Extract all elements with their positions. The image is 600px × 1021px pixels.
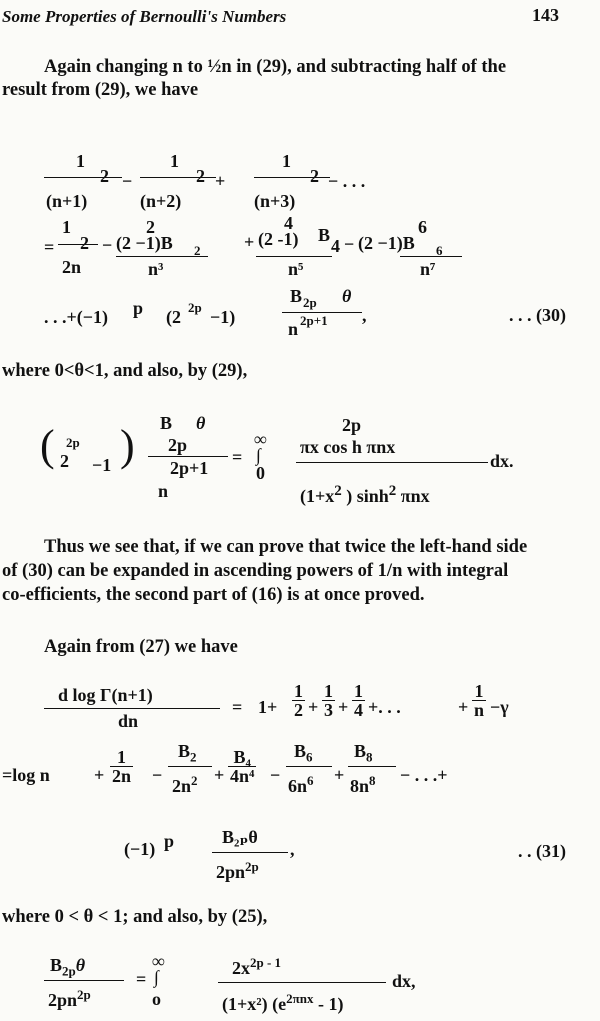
eq30-b4-den: n⁵ xyxy=(288,259,304,279)
int2-sub: 2p xyxy=(62,963,76,979)
eq30-last-p: p xyxy=(133,298,144,318)
eq31-lhs-bar xyxy=(44,708,220,709)
eq30-b2-sup: 2 xyxy=(146,217,155,237)
eq31-b2-den-sup: 2 xyxy=(191,773,198,788)
eq30-b2-num: (2 −1)B xyxy=(116,233,173,253)
int2-B: B xyxy=(50,955,63,975)
eq31-b4-num: B₄ xyxy=(233,747,251,767)
eq31-hn-den: n xyxy=(474,700,485,720)
int2-eq: = xyxy=(136,969,147,989)
int1-theta: θ xyxy=(196,413,206,433)
int2-num xyxy=(232,956,281,977)
eq31-b8-den-a: 8n xyxy=(350,776,370,796)
eq30-b6-minus: − xyxy=(344,234,355,254)
eq30-last-mid: (2 xyxy=(166,307,181,327)
int2-den-sup2: 2πnx xyxy=(286,991,314,1006)
eq31-t1-num: 1 xyxy=(117,747,126,767)
eq30-eq: = xyxy=(44,237,55,257)
eq31-h3 xyxy=(322,682,335,719)
eq31-h2-num: 1 xyxy=(294,681,303,701)
eq30-minus2: − xyxy=(102,235,113,255)
eq31-hn xyxy=(472,682,486,719)
eq30-last-theta: θ xyxy=(342,286,352,306)
eq30-den3: (n+3) xyxy=(254,191,296,211)
eq31-h4-num: 1 xyxy=(354,681,363,701)
int2-theta: θ xyxy=(75,955,86,975)
eq31-b6-den-a: 6n xyxy=(288,776,308,796)
eq31-last-num: B₂ₚθ xyxy=(222,827,258,847)
int2-lhs-bar xyxy=(44,980,124,981)
eq31-b2 xyxy=(178,742,197,764)
int1-paren-left: ( xyxy=(40,421,55,470)
para3-line3: co-efficients, the second part of (16) is at once proved. xyxy=(2,585,425,605)
int1-den-n: n xyxy=(158,481,169,501)
eq30-last-den: n xyxy=(288,319,299,339)
eq31-t1 xyxy=(110,748,133,785)
int2-bottom: o xyxy=(152,989,161,1009)
para3-line1: Thus we see that, if we can prove that twice the left-hand side xyxy=(44,537,528,557)
eq31-lhs-num: d log Γ(n+1) xyxy=(58,685,153,705)
int1-sub: 2p xyxy=(168,435,188,455)
eq31-last-den-sup: 2p xyxy=(245,859,259,874)
int2-lhs-den xyxy=(48,988,91,1009)
eq31-h2 xyxy=(292,682,305,719)
int1-den-exp: 2p+1 xyxy=(170,458,209,478)
eq30-b4-sub: 4 xyxy=(331,236,340,256)
eq30-plus: + xyxy=(215,171,226,191)
eq30-last-lead: . . .+(−1) xyxy=(44,307,109,327)
eq30-last-tail: −1) xyxy=(210,307,236,327)
eq31-b6-den xyxy=(288,774,314,795)
int2-top: ∞ xyxy=(152,951,165,971)
int1-bar xyxy=(148,456,228,457)
int1-B: B xyxy=(160,413,173,433)
para1-line2: result from (29), we have xyxy=(2,80,199,100)
int1-main-bar xyxy=(296,462,488,463)
int2-sign: ∫ xyxy=(154,967,159,987)
eq30-sup2: 2 xyxy=(196,166,205,186)
eq30-num1: 1 xyxy=(76,151,85,171)
eq31-h3-den: 3 xyxy=(324,700,333,720)
eq31-last-den-a: 2pn xyxy=(216,862,246,882)
eq31-last-lead: (−1) xyxy=(124,839,156,859)
eq30-t2-sup: 2 xyxy=(80,233,89,253)
eq31-b2-den-a: 2n xyxy=(172,776,192,796)
eq30-num2: 1 xyxy=(170,151,179,171)
int2-den-sup: 2p xyxy=(77,987,91,1002)
eq30-minus: − xyxy=(122,171,133,191)
para2: where 0<θ<1, and also, by (29), xyxy=(2,361,248,381)
eq30-b6-num: (2 −1)B xyxy=(358,233,415,253)
eq30-b2-bar xyxy=(116,256,208,257)
eq31-b2-sub: 2 xyxy=(190,749,197,765)
eq31-lp: + xyxy=(94,765,105,785)
eq30-b6-sub: 6 xyxy=(436,243,443,258)
eq30-t2-bar xyxy=(58,244,98,245)
eq31-h4 xyxy=(352,682,365,719)
page-number: 143 xyxy=(532,5,559,25)
eq30-b4-sup: 4 xyxy=(284,213,293,233)
eq30-last-B: B xyxy=(290,286,303,306)
eq31-h2-den: 2 xyxy=(294,700,303,720)
eq31-b8-den-sup: 8 xyxy=(369,773,376,788)
eq30-last-sub: 2p xyxy=(303,295,317,310)
eq31-m1: − xyxy=(152,765,163,785)
eq30-minus-dots: − . . . xyxy=(328,171,366,191)
eq31-label: . . (31) xyxy=(518,841,566,861)
eq31-p1: + xyxy=(308,697,319,717)
eq30-b4-num: (2 -1) xyxy=(258,229,299,249)
eq30-t2-num: 1 xyxy=(62,217,71,237)
int1-two: 2 xyxy=(60,451,69,471)
eq30-b4-B: B xyxy=(318,225,331,245)
eq31-eq: = xyxy=(232,697,243,717)
eq30-last-comma: , xyxy=(362,305,367,325)
int1-sign: ∫ xyxy=(256,445,261,465)
int2-den-b: (1+x²) (e xyxy=(222,994,287,1014)
eq31-b8-den xyxy=(350,774,376,795)
eq31-b8-sub: 8 xyxy=(366,749,373,765)
eq31-p5: + xyxy=(334,765,345,785)
eq31-h4-den: 4 xyxy=(354,700,363,720)
int2-dx: dx, xyxy=(392,971,416,991)
eq31-b8 xyxy=(354,742,373,764)
int1-dx: dx. xyxy=(490,451,514,471)
eq31-p4: + xyxy=(214,765,225,785)
eq31-b4-den: 4n⁴ xyxy=(230,766,255,786)
eq30-plus2: + xyxy=(244,232,255,252)
int2-num-sup: 2p - 1 xyxy=(250,955,282,970)
int2-den-c: - 1) xyxy=(313,994,344,1014)
eq31-b6-bar xyxy=(286,766,332,767)
int1-eq: = xyxy=(232,447,243,467)
int1-minus-one: −1 xyxy=(92,455,112,475)
eq31-b6-den-sup: 6 xyxy=(307,773,314,788)
int1-den xyxy=(300,484,430,505)
eq31-t1-den: 2n xyxy=(112,766,132,786)
int2-num-a: 2x xyxy=(232,958,250,978)
eq30-sup1: 2 xyxy=(100,166,109,186)
int1-top: ∞ xyxy=(254,429,267,449)
eq31-b2-den xyxy=(172,774,198,795)
eq31-p2: + xyxy=(338,697,349,717)
eq30-last-den-exp: 2p+1 xyxy=(300,313,328,328)
eq31-gamma: −γ xyxy=(490,697,509,717)
eq31-log: =log n xyxy=(2,765,50,785)
int1-den-sup2: 2 xyxy=(388,483,397,499)
eq31-b8-bar xyxy=(348,766,396,767)
eq30-b2-sub: 2 xyxy=(194,243,201,258)
para3-line2: of (30) can be expanded in ascending powers of 1/n with integral xyxy=(2,561,509,581)
para4: Again from (27) we have xyxy=(44,637,238,657)
eq30-last-exp: 2p xyxy=(188,300,202,315)
eq30-b4-bar xyxy=(256,256,332,257)
eq31-b6-sub: 6 xyxy=(306,749,313,765)
eq31-b4 xyxy=(228,748,256,785)
eq30-b2-den: n³ xyxy=(148,259,164,279)
int1-exp: 2p xyxy=(66,435,80,450)
int2-main-bar xyxy=(218,982,386,983)
eq30-t2-den: 2n xyxy=(62,257,82,277)
eq31-h3-num: 1 xyxy=(324,681,333,701)
eq31-dots: +. . . xyxy=(368,697,401,717)
eq30-den1: (n+1) xyxy=(46,191,88,211)
int1-den-a: (1+x xyxy=(300,486,335,506)
eq30-b6-den: n⁷ xyxy=(420,259,436,279)
int2-lhs-num xyxy=(50,956,85,978)
para1-line1: Again changing n to ½n in (29), and subtracting half of the xyxy=(44,57,507,77)
int1-bottom: 0 xyxy=(256,463,265,483)
eq31-last-den xyxy=(216,860,259,881)
eq31-b6 xyxy=(294,742,313,764)
eq31-b6-B: B xyxy=(294,741,307,761)
eq31-m2: − xyxy=(270,765,281,785)
eq31-p3: + xyxy=(458,697,469,717)
eq30-bar1 xyxy=(44,177,122,178)
int2-den xyxy=(222,992,343,1013)
eq31-b8-B: B xyxy=(354,741,367,761)
eq30-b6-bar xyxy=(400,256,462,257)
eq30-den2: (n+2) xyxy=(140,191,182,211)
eq31-tail: − . . .+ xyxy=(400,765,448,785)
int1-den-sup: 2 xyxy=(334,483,342,499)
int1-num-exp: 2p xyxy=(342,415,362,435)
eq31-comma: , xyxy=(290,839,295,859)
int1-den-b: ) sinh xyxy=(341,486,389,506)
eq31-b2-B: B xyxy=(178,741,191,761)
int2-den-a: 2pn xyxy=(48,990,78,1010)
int1-den-c: πnx xyxy=(396,486,430,506)
eq30-b6-sup: 6 xyxy=(418,217,427,237)
running-title: Some Properties of Bernoulli's Numbers xyxy=(2,7,287,26)
eq31-hn-num: 1 xyxy=(474,681,484,701)
eq31-lhs-den: dn xyxy=(118,711,139,731)
int1-num: πx cos h πnx xyxy=(300,437,396,457)
eq30-num3: 1 xyxy=(282,151,291,171)
para5: where 0 < θ < 1; and also, by (25), xyxy=(2,907,268,927)
eq31-one-plus: 1+ xyxy=(258,697,278,717)
int1-paren-right: ) xyxy=(120,421,135,470)
eq31-last-p: p xyxy=(164,831,175,851)
eq30-sup3: 2 xyxy=(310,166,319,186)
eq31-last-bar xyxy=(212,852,288,853)
eq31-b2-bar xyxy=(168,766,212,767)
eq30-label: . . . (30) xyxy=(509,305,566,325)
